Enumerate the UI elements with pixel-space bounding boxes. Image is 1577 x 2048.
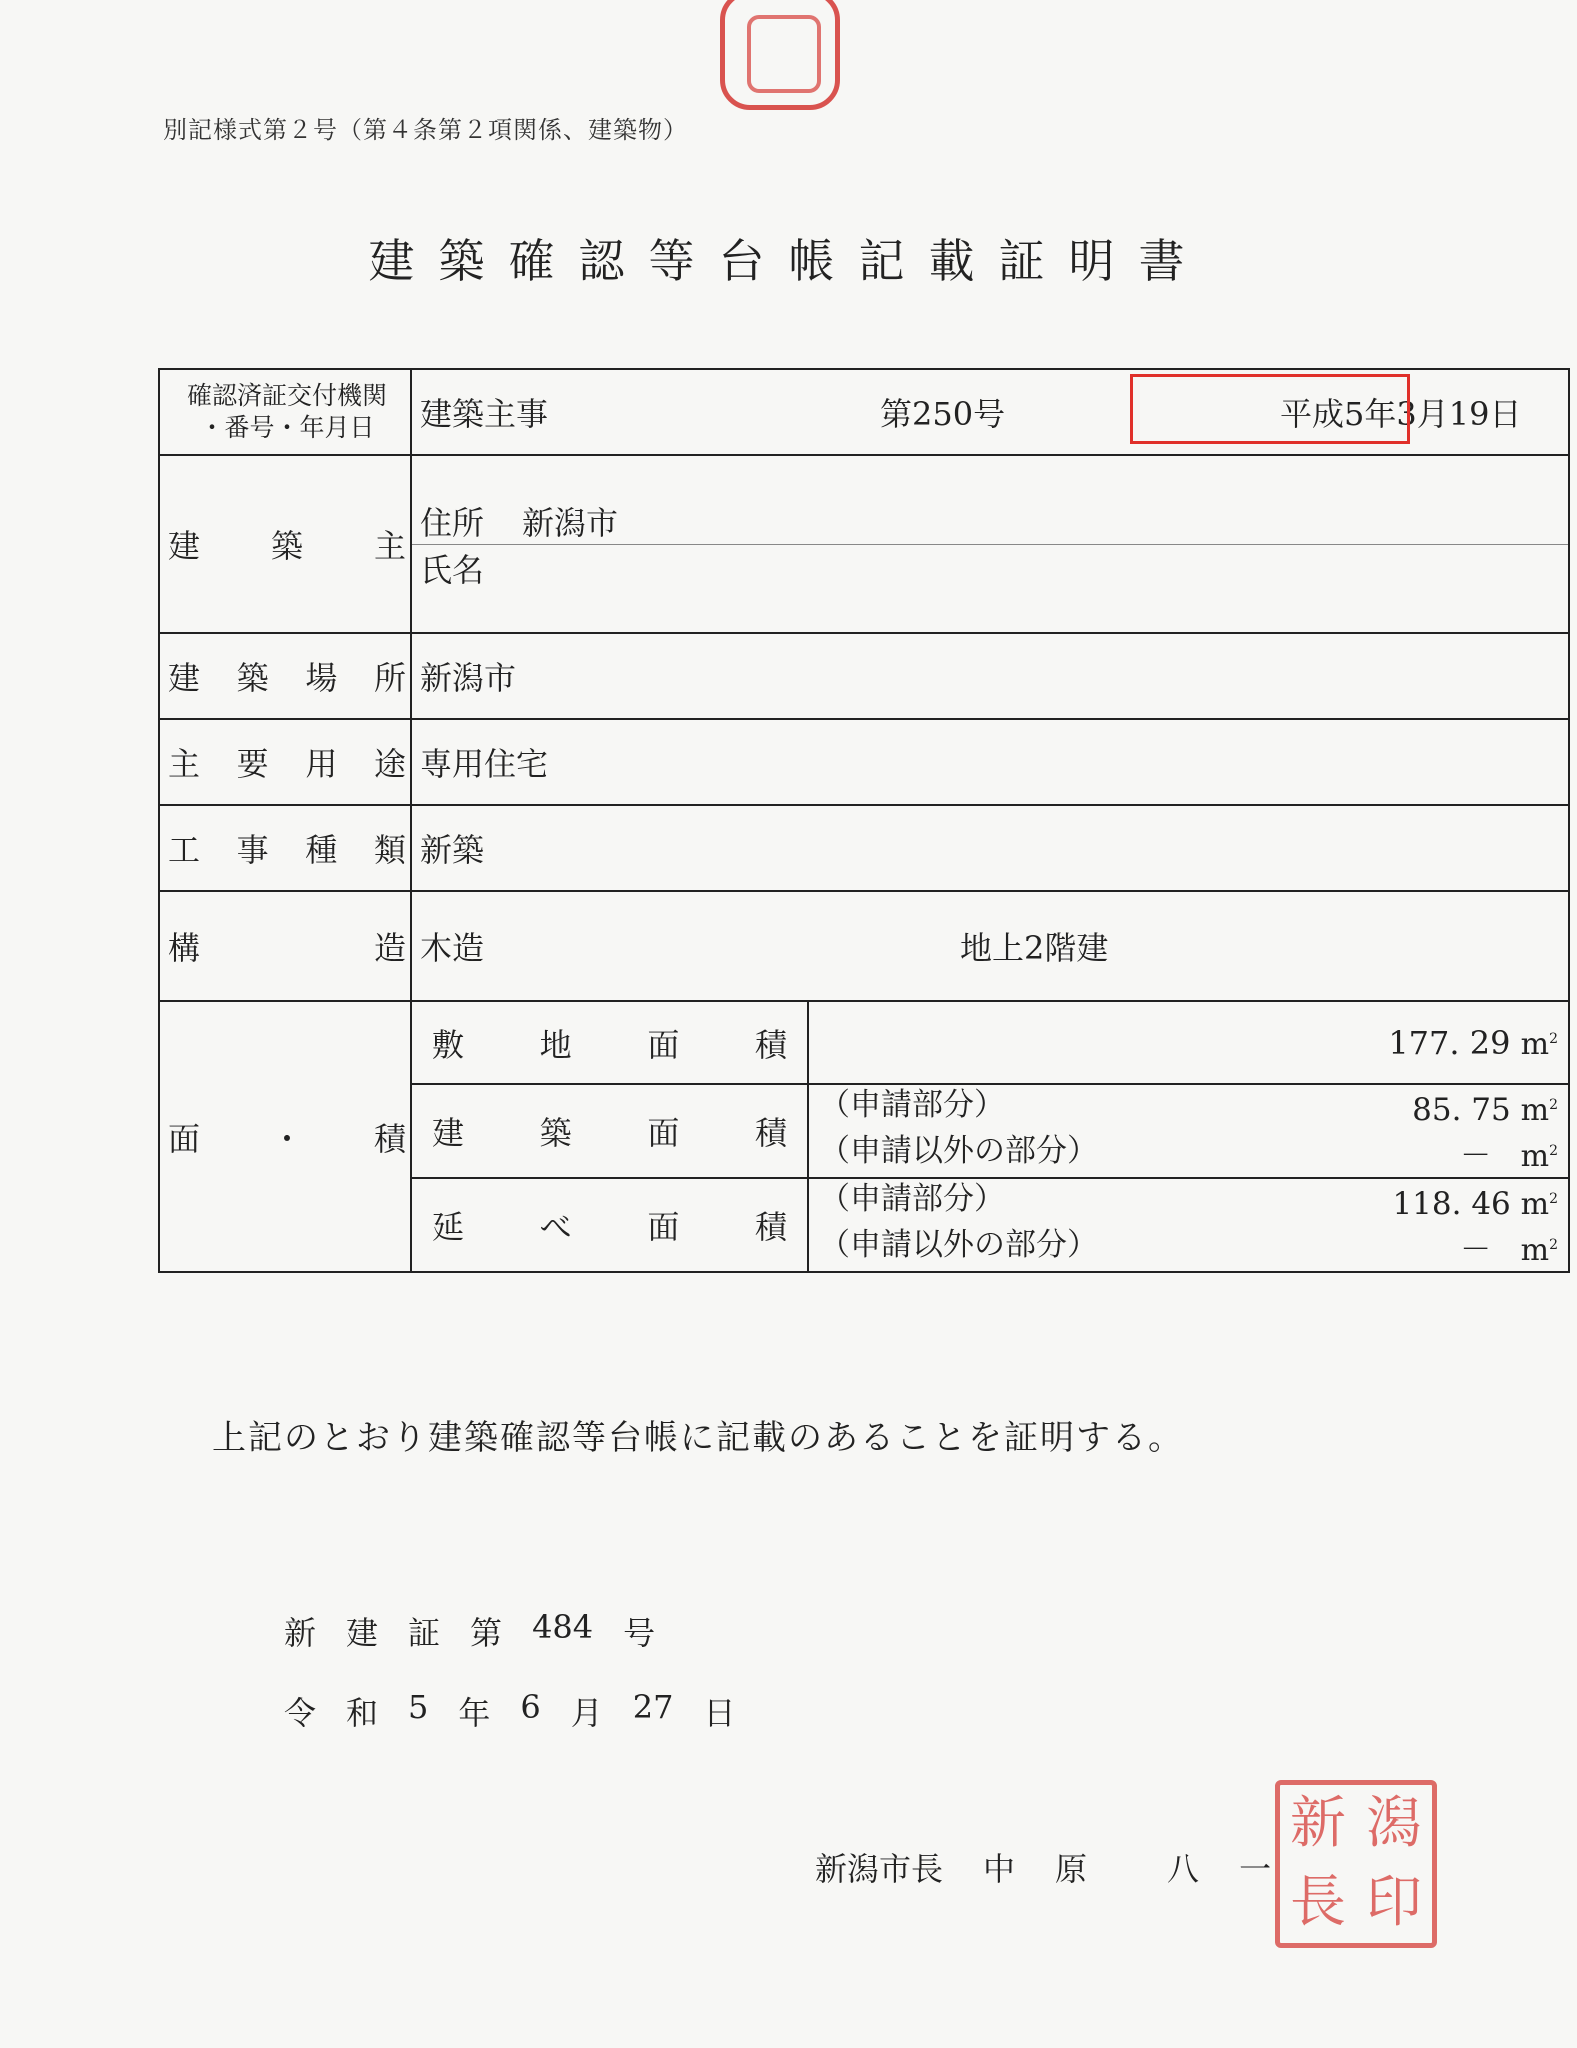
applicant-name: 氏名 <box>420 550 485 589</box>
cert-label-line1: 確認済証交付機関 <box>186 381 387 410</box>
area-subtable <box>412 1002 1568 1271</box>
work-label: 工 事 種 類 <box>168 831 406 869</box>
date-highlight-box <box>1130 374 1410 444</box>
site-label: 建 築 場 所 <box>168 659 406 697</box>
floor-area-other-value: － <box>1460 1232 1492 1268</box>
building-area-label-cell <box>412 1084 808 1178</box>
applicant-value-cell <box>411 455 1569 633</box>
applicant-address: 住所 新潟市 <box>412 498 1568 545</box>
cert-label-line2: ・番号・年月日 <box>199 413 375 442</box>
site-area-row <box>412 1002 1568 1084</box>
structure-label: 構 造 <box>168 929 406 967</box>
building-area-other-label: （申請以外の部分） <box>819 1133 1098 1169</box>
floor-area-applied-label: （申請部分） <box>819 1181 1005 1217</box>
certificate-table <box>158 368 1570 1273</box>
square-meter-unit: $m^2$ <box>1520 1026 1558 1062</box>
building-area-applied-value: 85. 75 <box>1412 1092 1511 1128</box>
building-area-row <box>412 1084 1568 1178</box>
mayor-seal: 新 潟 長 印 <box>1275 1780 1437 1948</box>
site-area-label: 敷 地 面 積 <box>432 1025 787 1064</box>
area-value-cell <box>411 1001 1569 1272</box>
area-label: 面 ・ 積 <box>168 1119 406 1158</box>
form-identifier: 別記様式第２号（第４条第２項関係、建築物） <box>163 116 688 144</box>
floor-area-applied-value: 118. 46 <box>1392 1186 1511 1222</box>
site-value: 新潟市 <box>411 633 1569 719</box>
cert-authority: 建築主事 <box>420 395 549 433</box>
row-structure <box>159 891 1569 1001</box>
row-building-site <box>159 633 1569 719</box>
row-main-use <box>159 719 1569 805</box>
applicant-label: 建 築 主 <box>168 527 406 565</box>
row-work-type <box>159 805 1569 891</box>
row-area <box>159 1001 1569 1272</box>
structure-label-cell <box>159 891 411 1001</box>
building-area-other-value: － <box>1460 1138 1492 1174</box>
row-applicant <box>159 455 1569 633</box>
structure-value-cell <box>411 891 1569 1001</box>
mayor-signature: 新潟市長 中 原 八 一 <box>815 1850 1272 1888</box>
certification-statement: 上記のとおり建築確認等台帳に記載のあることを証明する。 <box>212 1418 1184 1458</box>
structure-value: 木造 <box>420 929 485 967</box>
certificate-number: 新 建 証 第 484 号 <box>284 1608 656 1652</box>
building-area-label: 建 築 面 積 <box>432 1114 787 1152</box>
floor-area-other-label: （申請以外の部分） <box>819 1227 1098 1263</box>
site-area-label-cell <box>412 1002 808 1084</box>
official-seal-top <box>720 0 840 110</box>
floor-area-label: 延 べ 面 積 <box>432 1208 787 1246</box>
work-value: 新築 <box>411 805 1569 891</box>
building-area-value-cell: （申請部分） 85. 75 $m^2$ （申請以外の部分） － $m^2$ <box>808 1084 1568 1178</box>
use-value: 専用住宅 <box>411 719 1569 805</box>
floors-value: 地上2階建 <box>960 929 1109 967</box>
cert-date: 平成5年3月19日 <box>1280 395 1522 433</box>
site-label-cell <box>159 633 411 719</box>
issue-date: 令 和 5 年 6 月 27 日 <box>284 1688 736 1732</box>
site-area-value: 177. 29 <box>1388 1023 1511 1062</box>
use-label-cell <box>159 719 411 805</box>
work-label-cell <box>159 805 411 891</box>
cert-issuance-label <box>159 369 411 455</box>
use-label: 主 要 用 途 <box>168 745 406 783</box>
cert-number: 第250号 <box>880 395 1006 433</box>
site-area-value-cell <box>808 1002 1568 1084</box>
building-area-applied-label: （申請部分） <box>819 1087 1005 1123</box>
floor-area-row <box>412 1178 1568 1271</box>
applicant-label-cell <box>159 455 411 633</box>
area-label-cell <box>159 1001 411 1272</box>
floor-area-label-cell <box>412 1178 808 1271</box>
document-title: 建築確認等台帳記載証明書 <box>368 234 1209 288</box>
floor-area-value-cell: （申請部分） 118. 46 $m^2$ （申請以外の部分） － $m^2$ <box>808 1178 1568 1271</box>
